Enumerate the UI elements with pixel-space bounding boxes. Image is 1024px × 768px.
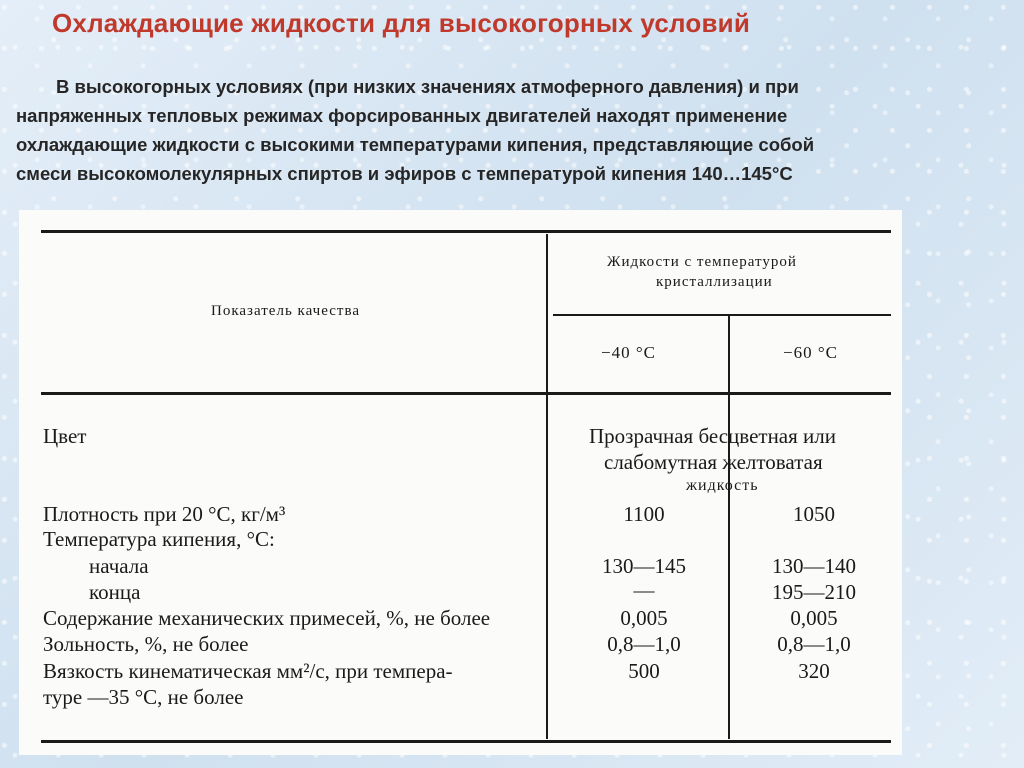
- group-header-line1: Жидкости с температурой: [607, 254, 797, 270]
- density-col1: 1100: [623, 502, 665, 526]
- row-label-boiling-start: начала: [89, 554, 149, 578]
- column-header-40: −40 °С: [601, 343, 656, 362]
- viscosity-col2: 320: [798, 659, 830, 683]
- column-header-60: −60 °С: [783, 343, 838, 362]
- column-divider: [728, 316, 730, 739]
- intro-line: смеси высокомолекулярных спиртов и эфиров с температурой кипения 140…145°С: [16, 163, 793, 184]
- color-value-line2: слабомутная желтоватая: [604, 450, 823, 474]
- color-value-line1: Прозрачная бесцветная или: [589, 424, 836, 448]
- viscosity-col1: 500: [628, 659, 660, 683]
- row-label-viscosity-2: туре —35 °С, не более: [43, 685, 244, 709]
- intro-paragraph: [16, 72, 1006, 188]
- ash-col2: 0,8—1,0: [777, 632, 851, 656]
- quality-table: [19, 210, 902, 755]
- intro-line: напряженных тепловых режимах форсированных двигателей находят применение: [16, 105, 788, 126]
- intro-line: охлаждающие жидкости с высокими температурами кипения, представляющие собой: [16, 134, 815, 155]
- boiling-start-col1: 130—145: [602, 554, 686, 578]
- boiling-start-col2: 130—140: [772, 554, 856, 578]
- intro-line: В высокогорных условиях (при низких значениях атмоферного давления) и при: [56, 76, 799, 97]
- header-sub-rule: [553, 314, 891, 316]
- impurities-col1: 0,005: [620, 606, 668, 630]
- header-bottom-rule: [41, 392, 891, 395]
- table-bottom-rule: [41, 740, 891, 743]
- density-col2: 1050: [793, 502, 835, 526]
- boiling-end-col2: 195—210: [772, 580, 856, 604]
- indicator-divider: [546, 234, 548, 739]
- row-label-ash: Зольность, %, не более: [43, 632, 249, 656]
- ash-col1: 0,8—1,0: [607, 632, 681, 656]
- impurities-col2: 0,005: [790, 606, 838, 630]
- row-label-impurities: Содержание механических примесей, %, не более: [43, 606, 491, 630]
- color-value-line3: жидкость: [686, 477, 759, 494]
- table-top-rule: [41, 230, 891, 233]
- indicator-header: Показатель качества: [211, 303, 360, 319]
- group-header-line2: кристаллизации: [656, 274, 773, 290]
- row-label-viscosity-1: Вязкость кинематическая мм²/с, при темпера-: [43, 659, 453, 683]
- row-label-boiling-end: конца: [89, 580, 141, 604]
- row-label-density: Плотность при 20 °С, кг/м³: [43, 502, 286, 526]
- slide-title: Охлаждающие жидкости для высокогорных условий: [52, 8, 751, 38]
- row-label-color: Цвет: [43, 424, 87, 448]
- row-label-boiling: Температура кипения, °С:: [43, 527, 275, 551]
- boiling-end-col1: —: [633, 578, 655, 602]
